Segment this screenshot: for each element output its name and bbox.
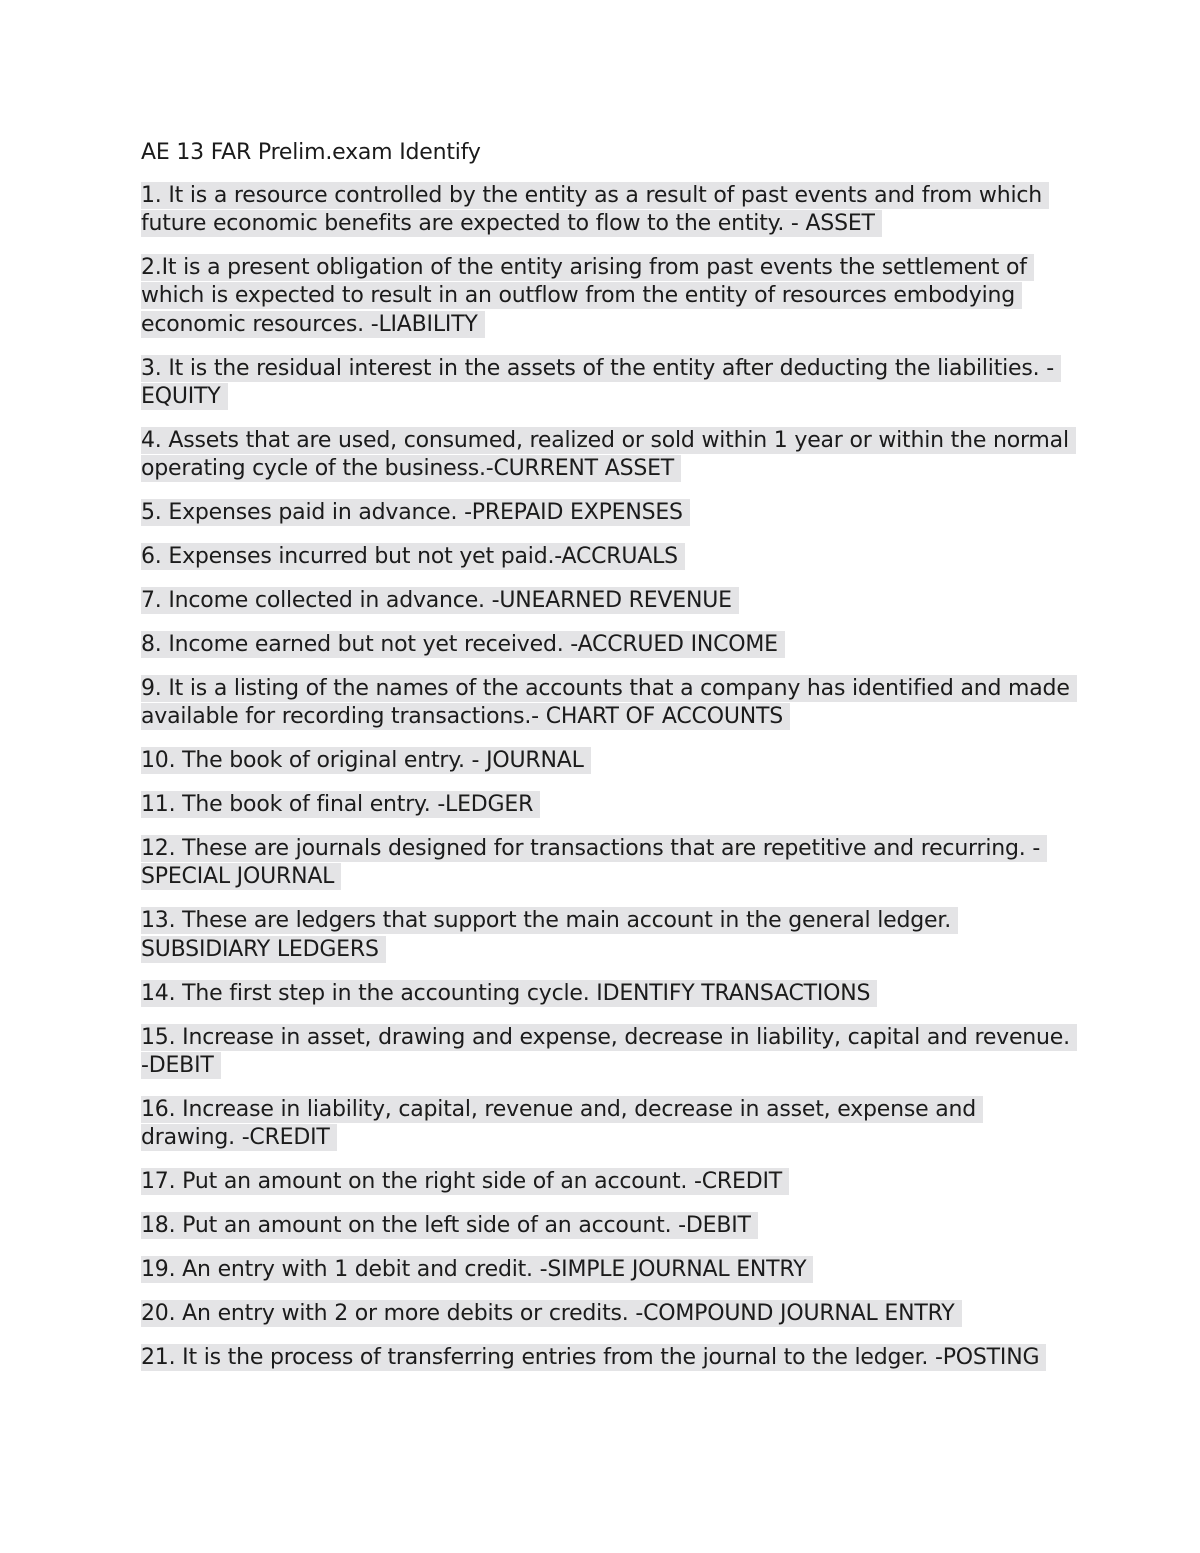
question-16 — [141, 1096, 1071, 1152]
question-11 — [141, 791, 1071, 819]
question-12 — [141, 835, 1071, 891]
question-text: 17. Put an amount on the right side of an account. -CREDIT — [141, 1168, 789, 1195]
question-21 — [141, 1344, 1071, 1372]
question-text: 13. These are ledgers that support the main account in the general ledger. SUBSIDIARY LEDGERS — [141, 907, 958, 962]
question-text: 7. Income collected in advance. -UNEARNED REVENUE — [141, 587, 739, 614]
question-5 — [141, 499, 1071, 527]
question-text: 5. Expenses paid in advance. -PREPAID EXPENSES — [141, 499, 690, 526]
question-text: 18. Put an amount on the left side of an account. -DEBIT — [141, 1212, 758, 1239]
question-4 — [141, 427, 1071, 483]
document-page — [141, 138, 1071, 1388]
question-text: 16. Increase in liability, capital, revenue and, decrease in asset, expense and drawing. -CREDIT — [141, 1096, 983, 1151]
question-18 — [141, 1212, 1071, 1240]
question-text: 14. The first step in the accounting cycle. IDENTIFY TRANSACTIONS — [141, 980, 877, 1007]
question-text: 3. It is the residual interest in the assets of the entity after deducting the liabilities. -EQUITY — [141, 355, 1061, 410]
question-6 — [141, 543, 1071, 571]
question-19 — [141, 1256, 1071, 1284]
question-text: 15. Increase in asset, drawing and expense, decrease in liability, capital and revenue. -DEBIT — [141, 1024, 1077, 1079]
question-text: 2.It is a present obligation of the entity arising from past events the settlement of which is expected to result in an outflow from the entity of resources embodying economic resources. -LIABILITY — [141, 254, 1034, 337]
question-text: 6. Expenses incurred but not yet paid.-ACCRUALS — [141, 543, 685, 570]
question-2 — [141, 254, 1071, 339]
question-7 — [141, 587, 1071, 615]
question-20 — [141, 1300, 1071, 1328]
question-17 — [141, 1168, 1071, 1196]
question-text: 9. It is a listing of the names of the accounts that a company has identified and made available for recording transactions.- CHART OF ACCOUNTS — [141, 675, 1077, 730]
question-13 — [141, 907, 1071, 963]
question-text: 21. It is the process of transferring entries from the journal to the ledger. -POSTING — [141, 1344, 1046, 1371]
question-10 — [141, 747, 1071, 775]
question-8 — [141, 631, 1071, 659]
question-text: 4. Assets that are used, consumed, realized or sold within 1 year or within the normal operating cycle of the business.-CURRENT ASSET — [141, 427, 1076, 482]
question-9 — [141, 675, 1071, 731]
document-title-text: AE 13 FAR Prelim.exam Identify — [141, 140, 481, 165]
document-title — [141, 138, 1071, 167]
question-text: 10. The book of original entry. - JOURNAL — [141, 747, 591, 774]
question-text: 11. The book of final entry. -LEDGER — [141, 791, 540, 818]
question-1 — [141, 182, 1071, 238]
question-text: 12. These are journals designed for transactions that are repetitive and recurring. -SPECIAL JOURNAL — [141, 835, 1047, 890]
question-15 — [141, 1024, 1071, 1080]
question-14 — [141, 980, 1071, 1008]
question-text: 19. An entry with 1 debit and credit. -SIMPLE JOURNAL ENTRY — [141, 1256, 813, 1283]
question-3 — [141, 355, 1071, 411]
question-text: 1. It is a resource controlled by the entity as a result of past events and from which future economic benefits are expected to flow to the entity. - ASSET — [141, 182, 1049, 237]
question-text: 8. Income earned but not yet received. -ACCRUED INCOME — [141, 631, 785, 658]
question-text: 20. An entry with 2 or more debits or credits. -COMPOUND JOURNAL ENTRY — [141, 1300, 962, 1327]
